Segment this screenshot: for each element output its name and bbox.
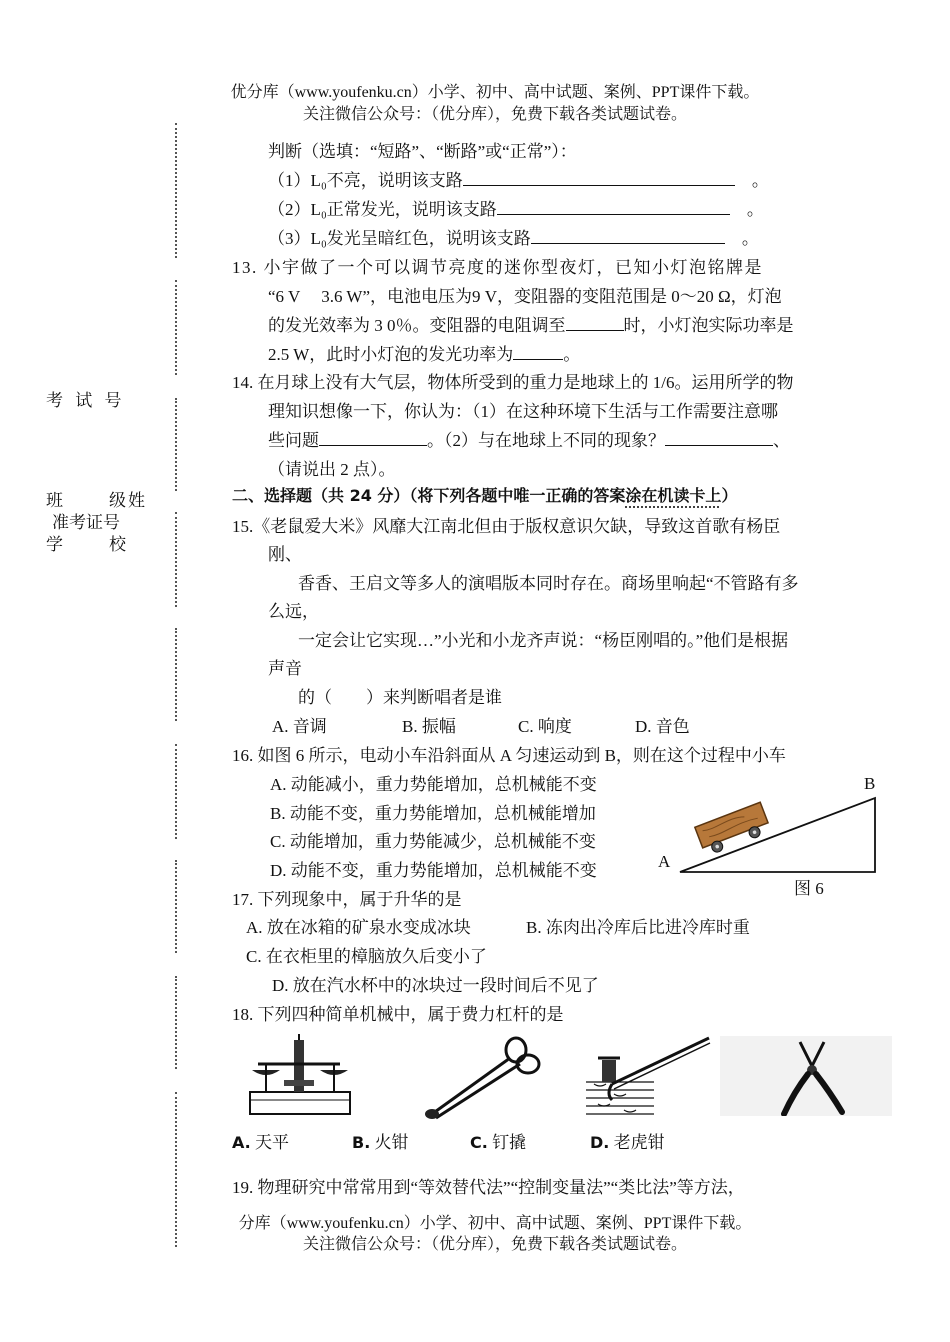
q13-line-3: 的发光效率为 3 0％。变阻器的电阻调至 时，小灯泡实际功率是 xyxy=(268,316,794,335)
q17-option-d[interactable]: D. 放在汽水杯中的冰块过一段时间后不见了 xyxy=(272,976,599,995)
q18-option-b[interactable]: B. 火钳 xyxy=(352,1133,409,1152)
section-2-heading: 二、选择题（共 24 分）（将下列各题中唯一正确的答案涂在机读卡上） xyxy=(232,486,738,505)
q18-stem: 18. 下列四种简单机械中，属于费力杠杆的是 xyxy=(232,1005,564,1024)
q14-line-1: 14. 在月球上没有大气层，物体所受到的重力是地球上的 1/6。运用所学的物 xyxy=(232,373,794,392)
q17-option-a[interactable]: A. 放在冰箱的矿泉水变成冰块 xyxy=(246,918,471,937)
q18-option-a[interactable]: A. 天平 xyxy=(232,1133,290,1152)
figure-6-incline xyxy=(650,770,890,900)
q18-option-d[interactable]: D. 老虎钳 xyxy=(590,1133,665,1152)
answer-blank[interactable] xyxy=(531,228,725,244)
q15-line-1: 15.《老鼠爱大米》风靡大江南北但由于版权意识欠缺，导致这首歌有杨臣 xyxy=(232,517,781,536)
school-label: 学 校 xyxy=(46,535,130,554)
q16-option-b[interactable]: B. 动能不变，重力势能增加，总机械能增加 xyxy=(270,804,596,823)
name-label: 姓 xyxy=(128,491,149,510)
balance-scale-icon xyxy=(244,1034,360,1120)
q15-line-5: 一定会让它实现…”小光和小龙齐声说：“杨臣刚唱的。”他们是根据 xyxy=(298,631,789,650)
binding-line xyxy=(175,628,177,721)
q14-line-2: 理知识想像一下，你认为：（1）在这种环境下生活与工作需要注意哪 xyxy=(268,402,778,421)
q12-item-2: （2）L₀正常发光，说明该支路 。 xyxy=(268,200,764,219)
pliers-photo xyxy=(720,1036,892,1116)
q16-option-c[interactable]: C. 动能增加，重力势能减少，总机械能不变 xyxy=(270,832,596,851)
answer-blank[interactable] xyxy=(319,430,427,446)
q13-line-1: 13. 小宇做了一个可以调节亮度的迷你型夜灯，已知小灯泡铭牌是 xyxy=(232,258,763,277)
q16-stem: 16. 如图 6 所示，电动小车沿斜面从 A 匀速运动到 B，则在这个过程中小车 xyxy=(232,746,786,765)
q15-line-4: 么远， xyxy=(268,602,319,621)
q12-item-3: （3）L₀发光呈暗红色，说明该支路 。 xyxy=(268,229,759,248)
answer-blank[interactable] xyxy=(463,170,735,186)
binding-line xyxy=(175,280,177,375)
class-label: 班 级 xyxy=(46,491,130,510)
footer-line-1: 分库（www.youfenku.cn）小学、初中、高中试题、案例、PPT课件下载。 xyxy=(238,1215,752,1232)
q15-line-7: 的（ ）来判断唱者是谁 xyxy=(298,688,502,707)
cart-icon xyxy=(695,802,772,856)
q14-line-4: （请说出 2 点）。 xyxy=(268,460,396,479)
binding-line xyxy=(175,860,177,953)
fire-tongs-icon xyxy=(418,1034,548,1124)
q17-option-c[interactable]: C. 在衣柜里的樟脑放久后变小了 xyxy=(246,947,487,966)
binding-line xyxy=(175,398,177,491)
q12-intro: 判断（选填：“短路”、“断路”或“正常”）： xyxy=(268,142,577,161)
q18-option-c[interactable]: C. 钉撬 xyxy=(470,1133,527,1152)
answer-blank[interactable] xyxy=(497,199,730,215)
pliers-icon xyxy=(720,1036,892,1116)
q14-line-3: 些问题 。（2）与在地球上不同的现象？ 、 xyxy=(268,431,790,450)
q15-option-a[interactable]: A. 音调 xyxy=(272,717,327,736)
header-line-1: 优分库（www.youfenku.cn）小学、初中、高中试题、案例、PPT课件下载。 xyxy=(230,84,760,101)
q13-line-2: “6 V 3.6 W”，电池电压为9 V，变阻器的变阻范围是 0～20 Ω，灯泡 xyxy=(268,287,782,306)
q16-option-a[interactable]: A. 动能减小，重力势能增加，总机械能不变 xyxy=(270,775,597,794)
q13-line-4: 2.5 W，此时小灯泡的发光功率为 。 xyxy=(268,345,581,364)
answer-blank[interactable] xyxy=(566,315,624,331)
binding-line xyxy=(175,744,177,839)
header-line-2: 关注微信公众号：（优分库），免费下载各类试题试卷。 xyxy=(302,106,687,123)
admission-number-label: 准考证号 xyxy=(52,513,120,532)
q15-option-c[interactable]: C. 响度 xyxy=(518,717,572,736)
answer-blank[interactable] xyxy=(513,344,563,360)
figure-6-caption: 图 6 xyxy=(794,879,824,898)
q15-line-3: 香香、王启文等多人的演唱版本同时存在。商场里响起“不管路有多 xyxy=(298,574,799,593)
q12-item-1: （1）L₀不亮，说明该支路 。 xyxy=(268,171,769,190)
nail-puller-icon xyxy=(584,1034,714,1120)
answer-blank[interactable] xyxy=(665,430,773,446)
exam-number-label: 考 试 号 xyxy=(46,391,126,410)
q15-line-6: 声音 xyxy=(268,659,302,678)
q16-option-d[interactable]: D. 动能不变，重力势能增加，总机械能不变 xyxy=(270,861,597,880)
q17-stem: 17. 下列现象中，属于升华的是 xyxy=(232,890,462,909)
q15-option-d[interactable]: D. 音色 xyxy=(635,717,690,736)
q19-stem: 19. 物理研究中常常用到“等效替代法”“控制变量法”“类比法”等方法， xyxy=(232,1178,745,1197)
binding-line xyxy=(175,512,177,607)
q15-option-b[interactable]: B. 振幅 xyxy=(402,717,456,736)
binding-line xyxy=(175,123,177,258)
binding-line xyxy=(175,976,177,1069)
q17-option-b[interactable]: B. 冻肉出冷库后比进冷库时重 xyxy=(526,918,750,937)
q15-line-2: 刚、 xyxy=(268,545,302,564)
figure-6-label-a: A xyxy=(658,852,671,871)
figure-6-label-b: B xyxy=(864,774,876,793)
footer-line-2: 关注微信公众号：（优分库），免费下载各类试题试卷。 xyxy=(302,1236,687,1253)
